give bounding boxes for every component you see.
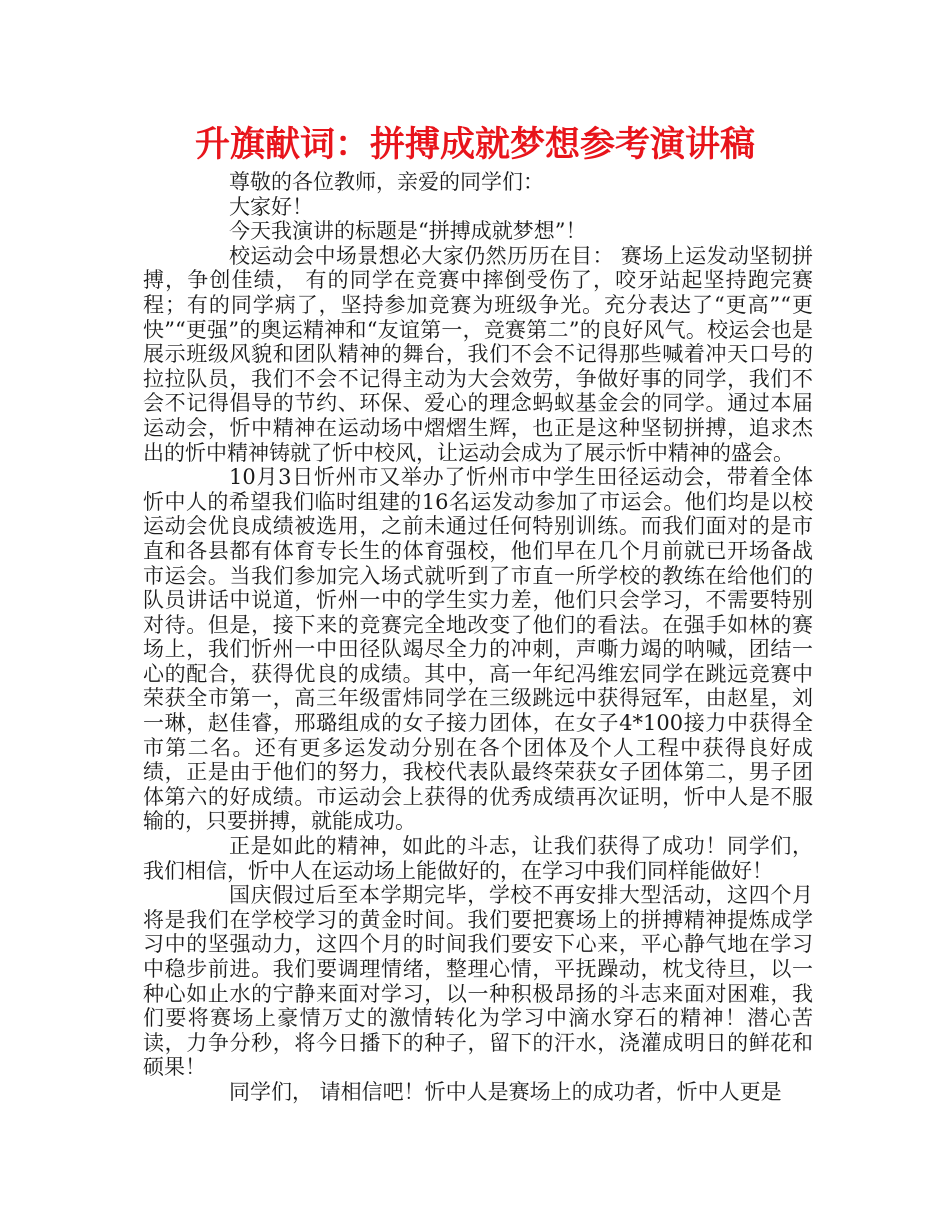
greeting-paragraph: 大家好！ <box>229 194 313 219</box>
topic-paragraph: 今天我演讲的标题是“拼搏成就梦想”！ <box>229 219 587 244</box>
salutation-paragraph: 尊敬的各位教师，亲爱的同学们： <box>229 170 544 194</box>
school-games-paragraph: 校运动会中场景想必大家仍然历历在目： 赛场上运发动坚韧拼搏，争创佳绩， 有的同学在竞赛中摔倒受伤了，咬牙站起坚持跑完赛程；有的同学病了，坚持参加竞赛为班级争光。充分表达了“更高”“更快”“更强”的奥运精神和“友谊第一，竞赛第二”的良好风气。校运会也是展示班级风貌和团队精神的舞台，我们不会不记得那些喊着冲天口号的拉拉队员，我们不会不记得主动为大会效劳，争做好事的同学，我们不会不记得倡导的节约、环保、爱心的理念蚂蚁基金会的同学。通过本届运动会，忻中精神在运动场中熠熠生辉，也正是这种坚韧拼搏，追求杰出的忻中精神铸就了忻中校风，让运动会成为了展示忻中精神的盛会。 <box>143 243 813 465</box>
document-title: 升旗献词：拼搏成就梦想参考演讲稿 <box>194 125 755 165</box>
study-paragraph: 国庆假过后至本学期完毕，学校不再安排大型活动，这四个月将是我们在学校学习的黄金时间。我们要把赛场上的拼搏精神提炼成学习中的坚强动力，这四个月的时间我们要安下心来，平心静气地在学习中稳步前进。我们要调理情绪，整理心情，平抚躁动，枕戈待旦，以一种心如止水的宁静来面对学习，以一种积极昂扬的斗志来面对困难，我们要将赛场上豪情万丈的激情转化为学习中滴水穿石的精神！潜心苦读，力争分秒，将今日播下的种子，留下的汗水，浇灌成明日的鲜花和硕果！ <box>143 883 813 1080</box>
document-body <box>143 170 813 1105</box>
city-games-paragraph: 10月3日忻州市又举办了忻州市中学生田径运动会，带着全体忻中人的希望我们临时组建的16名运发动参加了市运会。他们均是以校运动会优良成绩被选用，之前未通过任何特别训练。而我们面对的是市直和各县都有体育专长生的体育强校，他们早在几个月前就已开场备战市运会。当我们参加完入场式就听到了市直一所学校的教练在给他们的队员讲话中说道，忻州一中的学生实力差，他们只会学习，不需要特别对待。但是，接下来的竞赛完全地改变了他们的看法。在强手如林的赛场上，我们忻州一中田径队竭尽全力的冲刺，声嘶力竭的呐喊，团结一心的配合，获得优良的成绩。其中，高一年纪冯维宏同学在跳远竞赛中荣获全市第一，高三年级雷炜同学在三级跳远中获得冠军，由赵星，刘一琳，赵佳睿，邢璐组成的女子接力团体，在女子4*100接力中获得全市第二名。还有更多运发动分别在各个团体及个人工程中获得良好成绩，正是由于他们的努力，我校代表队最终荣获女子团体第二，男子团体第六的好成绩。市运动会上获得的优秀成绩再次证明，忻中人是不服输的，只要拼搏，就能成功。 <box>143 465 813 834</box>
closing-paragraph: 同学们， 请相信吧！忻中人是赛场上的成功者，忻中人更是 <box>229 1079 782 1104</box>
spirit-paragraph: 正是如此的精神，如此的斗志，让我们获得了成功！同学们，我们相信，忻中人在运动场上能做好的，在学习中我们同样能做好！ <box>143 834 813 883</box>
